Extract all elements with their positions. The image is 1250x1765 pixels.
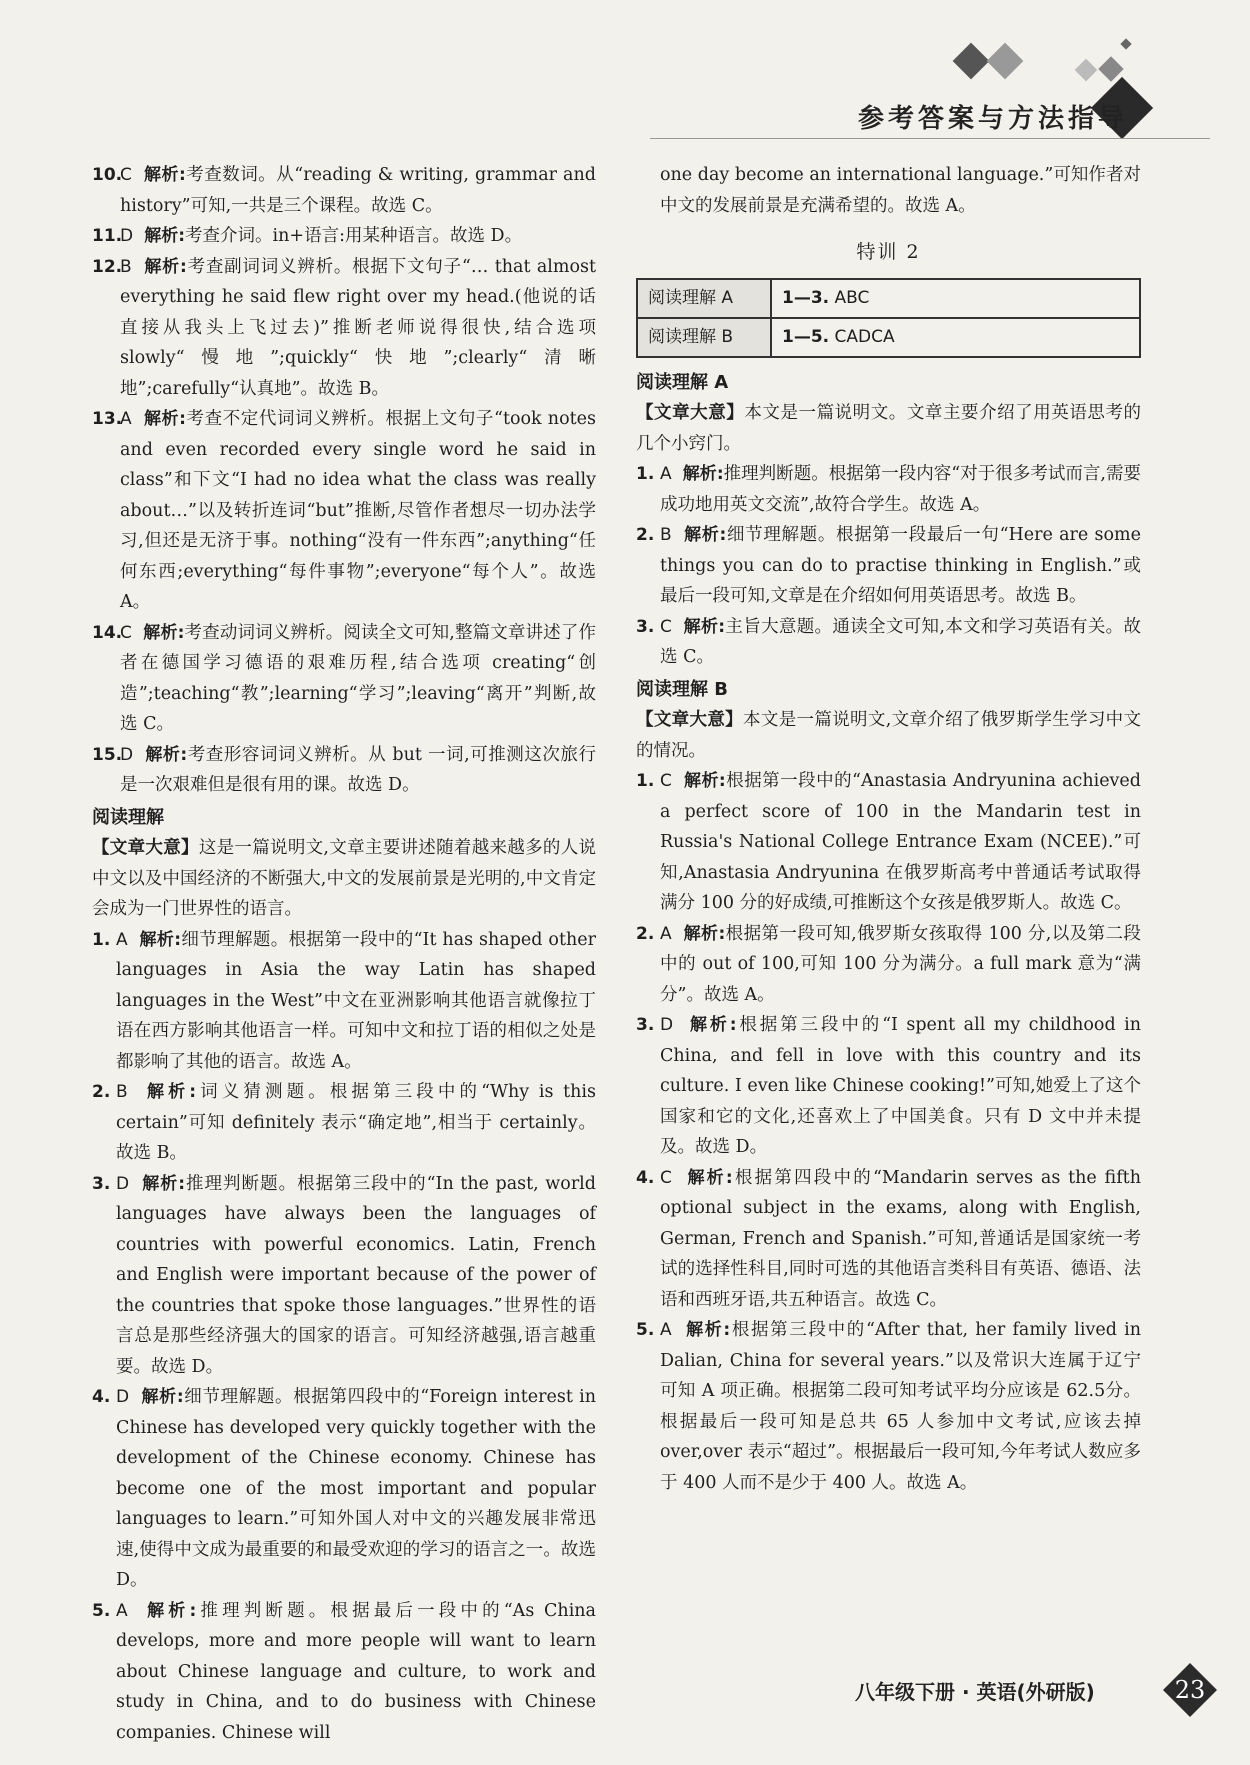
item-analysis-label: 解析: — [144, 226, 186, 246]
item-analysis-text: 根据第一段可知,俄罗斯女孩取得 100 分,以及第二段中的 out of 100,可知 100 分为满分。a full mark 意为“满分”。故选 A。 — [660, 923, 1141, 1005]
item-analysis-label: 解析: — [683, 616, 726, 637]
item-number: 3. — [636, 1015, 655, 1035]
summary-text: 本文是一篇说明文。文章主要介绍了用英语思考的几个小窍门。 — [636, 403, 1142, 454]
item-answer: C — [660, 616, 672, 637]
item-analysis-label: 解析: — [147, 1600, 197, 1621]
left-column — [92, 160, 596, 1748]
item-number: 5. — [92, 1600, 111, 1621]
section-heading-b: 阅读理解 B — [636, 678, 728, 700]
item-answer: A — [660, 923, 672, 944]
item-analysis-text: 考查数词。从“reading & writing, grammar and history”可知,一共是三个课程。故选 C。 — [120, 165, 596, 216]
answer-item — [92, 221, 596, 252]
answer-item — [92, 1382, 596, 1596]
item-number: 3. — [92, 1173, 111, 1194]
item-analysis-label: 解析: — [686, 1320, 731, 1340]
answer-item — [636, 919, 1141, 1011]
footer-book-title: 八年级下册 · 英语(外研版) — [855, 1680, 1095, 1704]
item-analysis-label: 解析: — [683, 923, 726, 944]
item-number: 4. — [636, 1167, 655, 1188]
table-row — [637, 318, 1140, 357]
answer-item — [92, 740, 596, 801]
item-analysis-label: 解析: — [143, 409, 186, 429]
summary-label: 【文章大意】 — [636, 710, 744, 730]
section-heading-a: 阅读理解 A — [636, 371, 729, 393]
item-number: 2. — [636, 923, 655, 944]
page-number: 23 — [1174, 1676, 1206, 1704]
item-analysis-label: 解析: — [144, 256, 187, 277]
item-analysis-text: 根据第三段中的“I spent all my childhood in China, and fell in love with this country and its culture. I even like Chinese cooking!”可知,她爱上了这个国家和它的文化,还喜欢上了中国美食。只有 D 文中并未提及。故选 D。 — [660, 1015, 1141, 1157]
continued-text: one day become an international language.”可知作者对中文的发展前景是充满希望的。故选 A。 — [660, 165, 1141, 216]
item-answer: B — [116, 1082, 128, 1102]
article-summary — [92, 833, 596, 925]
item-analysis-text: 根据第三段中的“After that, her family lived in Dalian, China for several years.”以及常识大连属于辽宁可知 A 项正确。根据第二段可知考试平均分应该是 62.5分。根据最后一段可知是总共 65 人参加中文考试,应该去掉 over,over 表示“超过”。根据最后一段可知,今年考试人数应多于 400 人而不是少于 400 人。故选 A。 — [660, 1320, 1141, 1493]
item-analysis-text: 推理判断题。根据最后一段中的“As China develops, more and more people will want to learn about Chinese language and culture, to work and study in China, and to do business with Chinese companies. Chinese will — [116, 1600, 596, 1743]
item-analysis-text: 细节理解题。根据第四段中的“Foreign interest in Chinese has developed very quickly together with the development of the Chinese economy. Chinese has become one of the most important and popular languages to learn.”可知外国人对中文的兴趣发展非常迅速,使得中文成为最重要的和最受欢迎的学习的语言之一。故选 D。 — [116, 1387, 596, 1590]
header-title: 参考答案与方法指导 — [858, 104, 1129, 134]
table-answers: 1—3. ABC — [771, 279, 1140, 318]
table-row — [637, 279, 1140, 318]
answer-table — [636, 278, 1141, 358]
item-answer: A — [120, 409, 132, 429]
item-analysis-text: 考查形容词词义辨析。从 but 一词,可推测这次旅行是一次艰难但是很有用的课。故选 D。 — [120, 744, 596, 795]
item-answer: A — [660, 1320, 672, 1340]
item-answer: A — [116, 929, 128, 950]
answer-item — [92, 925, 596, 1078]
item-answer: D — [660, 1015, 674, 1035]
summary-text: 本文是一篇说明文,文章介绍了俄罗斯学生学习中文的情况。 — [636, 710, 1142, 761]
item-answer: C — [120, 165, 132, 185]
item-number: 2. — [636, 525, 655, 545]
item-analysis-label: 解析: — [143, 622, 185, 643]
item-answer: D — [120, 744, 134, 765]
item-answer: B — [660, 525, 672, 545]
page-number-badge — [1162, 1662, 1218, 1718]
answer-item — [92, 1596, 596, 1749]
summary-text: 这是一篇说明文,文章主要讲述随着越来越多的人说中文以及中国经济的不断强大,中文的发展前景是光明的,中文肯定会成为一门世界性的语言。 — [92, 838, 597, 919]
item-analysis-text: 细节理解题。根据第一段最后一句“Here are some things you can do to practise thinking in English.”或最后一段可知,文章是在介绍如何用英语思考。故选 B。 — [660, 525, 1141, 606]
item-analysis-label: 解析: — [139, 929, 182, 950]
answer-item — [92, 252, 596, 405]
section-heading: 阅读理解 — [92, 806, 164, 828]
answer-item — [92, 160, 596, 221]
item-analysis-label: 解析: — [687, 1167, 733, 1188]
item-analysis-label: 解析: — [144, 165, 186, 185]
answer-item — [92, 1077, 596, 1169]
item-number: 2. — [92, 1082, 111, 1102]
answer-item — [92, 404, 596, 618]
item-analysis-label: 解析: — [145, 744, 188, 765]
special-training-title: 特训 2 — [856, 241, 921, 263]
header-divider — [650, 138, 1210, 139]
answer-item — [636, 1163, 1141, 1316]
item-analysis-label: 解析: — [682, 464, 724, 484]
item-number: 10. — [92, 165, 123, 185]
item-analysis-text: 推理判断题。根据第三段中的“In the past, world languages have always been the languages of countries with powerful economics. Latin, French and English were important because of the power of the countries that spoke those languages.”世界性的语言总是那些经济强大的国家的语言。可知经济越强,语言越重要。故选 D。 — [116, 1173, 596, 1377]
article-summary-a — [636, 398, 1141, 459]
answer-item — [636, 1315, 1141, 1498]
item-analysis-text: 推理判断题。根据第一段内容“对于很多考试而言,需要成功地用英文交流”,故符合学生。故选 A。 — [660, 464, 1141, 515]
item-number: 1. — [92, 929, 111, 950]
item-analysis-label: 解析: — [689, 1015, 737, 1035]
item-answer: A — [116, 1600, 128, 1621]
item-answer: C — [120, 622, 132, 643]
item-analysis-text: 主旨大意题。通读全文可知,本文和学习英语有关。故选 C。 — [660, 616, 1141, 667]
item-analysis-text: 考查不定代词词义辨析。根据上文句子“took notes and even recorded every single word he said in class”和下文“I had no idea what the class was really about…”以及转折连词“but”推断,尽管作者想尽一切办法学习,但还是无济于事。nothing“没有一件东西”;anything“任何东西;everything“每件事物”;everyone“每个人”。故选 A。 — [120, 409, 596, 612]
table-label: 阅读理解 B — [637, 318, 771, 357]
item-answer: D — [116, 1387, 130, 1407]
answer-item — [92, 618, 596, 740]
table-label: 阅读理解 A — [637, 279, 771, 318]
item-answer: B — [120, 256, 132, 277]
item-analysis-label: 解析: — [141, 1387, 184, 1407]
item-number: 5. — [636, 1320, 655, 1340]
item-analysis-text: 根据第一段中的“Anastasia Andryunina achieved a perfect score of 100 in the Mandarin test in Russia's National College Entrance Exam (NCEE).”可知,Anastasia Andryunina 在俄罗斯高考中普通话考试取得满分 100 分的好成绩,可推断这个女孩是俄罗斯人。故选 C。 — [660, 771, 1141, 913]
item-number: 4. — [92, 1387, 111, 1407]
item-answer: C — [660, 1167, 672, 1188]
item-analysis-text: 根据第四段中的“Mandarin serves as the fifth optional subject in the exams, along with English, German, French and Spanish.”可知,普通话是国家统一考试的选择性科目,同时可选的其他语言类科目有英语、德语、法语和西班牙语,共五种语言。故选 C。 — [660, 1167, 1141, 1310]
item-analysis-label: 解析: — [683, 771, 726, 791]
answer-item — [636, 520, 1141, 612]
answer-item — [636, 612, 1141, 673]
item-analysis-text: 考查副词词义辨析。根据下文句子“… that almost everything he said flew right over my head.(他说的话直接从我头上飞过去)”推断老师说得很快,结合选项 slowly“慢地”;quickly“快地”;clearly“清晰地”;carefully“认真地”。故选 B。 — [120, 256, 596, 399]
item-number: 13. — [92, 409, 123, 429]
table-answers: 1—5. CADCA — [771, 318, 1140, 357]
item-analysis-label: 解析: — [147, 1082, 197, 1102]
answer-item — [636, 1010, 1141, 1163]
item-analysis-text: 考查介词。in+语言:用某种语言。故选 D。 — [185, 226, 523, 246]
item-answer: A — [660, 464, 672, 484]
item-analysis-text: 词义猜测题。根据第三段中的“Why is this certain”可知 definitely 表示“确定地”,相当于 certainly。故选 B。 — [116, 1082, 596, 1163]
article-summary-b — [636, 705, 1141, 766]
summary-label: 【文章大意】 — [92, 838, 199, 858]
item-analysis-label: 解析: — [142, 1173, 186, 1194]
answer-item — [636, 766, 1141, 919]
answer-item — [636, 459, 1141, 520]
item-answer: C — [660, 771, 672, 791]
item-analysis-label: 解析: — [684, 525, 727, 545]
summary-label: 【文章大意】 — [636, 403, 745, 423]
answer-item — [92, 1169, 596, 1383]
item-number: 3. — [636, 616, 655, 637]
item-number: 12. — [92, 256, 123, 277]
item-number: 1. — [636, 464, 655, 484]
item-number: 11. — [92, 226, 123, 246]
item-answer: D — [120, 226, 134, 246]
item-number: 14. — [92, 622, 123, 643]
item-analysis-text: 细节理解题。根据第一段中的“It has shaped other languages in Asia the way Latin has shaped languages in the West”中文在亚洲影响其他语言就像拉丁语在西方影响其他语言一样。可知中文和拉丁语的相似之处是都影响了其他的语言。故选 A。 — [116, 929, 596, 1072]
item-number: 15. — [92, 744, 123, 765]
item-number: 1. — [636, 771, 655, 791]
right-column — [636, 160, 1141, 1498]
item-answer: D — [116, 1173, 130, 1194]
item-analysis-text: 考查动词词义辨析。阅读全文可知,整篇文章讲述了作者在德国学习德语的艰难历程,结合选项 creating“创造”;teaching“教”;learning“学习”;leaving“离开”判断,故选 C。 — [120, 622, 596, 734]
